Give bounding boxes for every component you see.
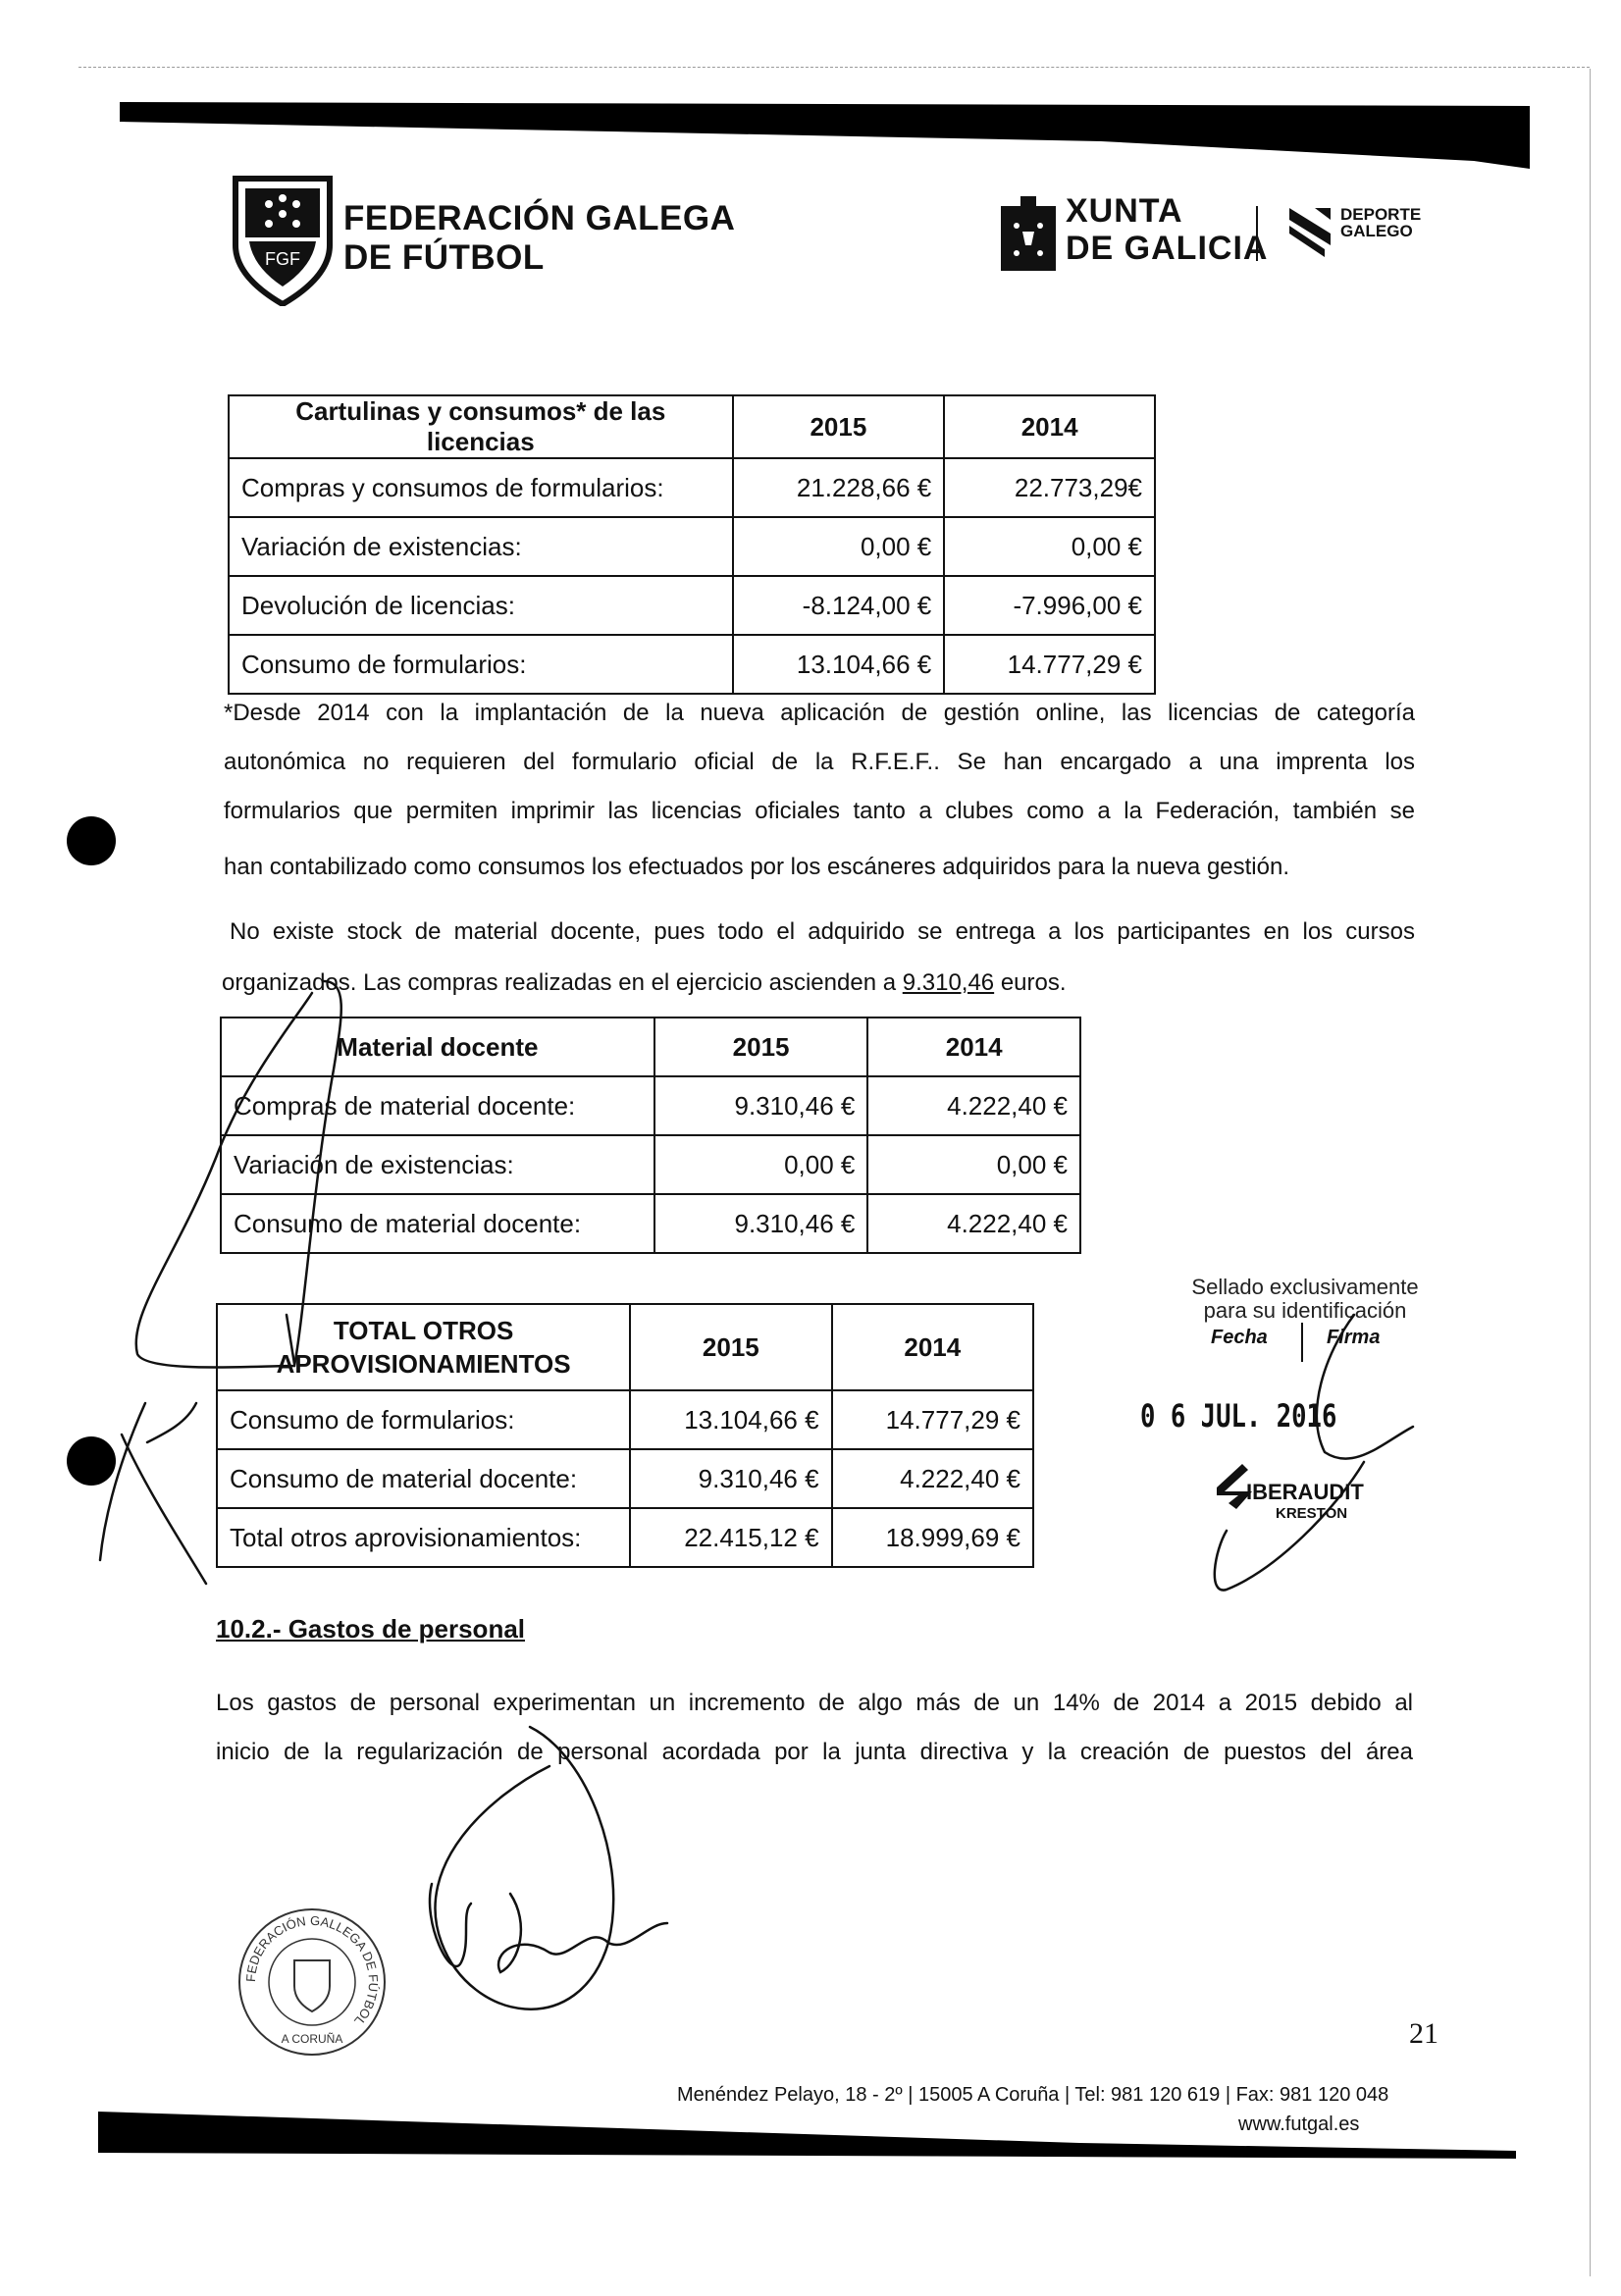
table-header-cell: Cartulinas y consumos* de las licencias	[229, 395, 733, 458]
page-number: 21	[1409, 2017, 1438, 2050]
audit-stamp-caption	[1168, 1276, 1442, 1323]
federation-seal	[234, 1904, 391, 2061]
xunta-line1: XUNTA	[1066, 192, 1183, 230]
table-row	[221, 1076, 1080, 1135]
org-name	[343, 199, 735, 278]
note-line: formularios que permiten imprimir las licencias oficiales tanto a clubes como a la Federación, también se	[224, 798, 1415, 824]
footer-band	[98, 2100, 1516, 2159]
licencias-table	[228, 394, 1156, 695]
material-line: No existe stock de material docente, pues todo el adquirido se entrega a los participantes en los cursos	[230, 918, 1415, 945]
material-line-suffix: euros.	[994, 969, 1067, 996]
header-line: APROVISIONAMIENTOS	[276, 1349, 571, 1379]
value-2015: 9.310,46 €	[654, 1076, 868, 1135]
punch-hole	[67, 816, 116, 865]
header-line: TOTAL OTROS	[333, 1316, 514, 1345]
total-otros-table	[216, 1303, 1034, 1568]
table-header-cell	[217, 1304, 630, 1390]
row-label: Compras y consumos de formularios:	[229, 458, 733, 517]
value-2015: 9.310,46 €	[654, 1194, 868, 1253]
auditor-sub: KRESTON	[1276, 1505, 1348, 1522]
punch-hole	[67, 1436, 116, 1486]
footer-website: www.futgal.es	[1238, 2113, 1360, 2135]
value-2015: 21.228,66 €	[733, 458, 945, 517]
value-2014: 4.222,40 €	[832, 1449, 1033, 1508]
table-header-row	[217, 1304, 1033, 1390]
stamp-date: 0 6 JUL. 2016	[1140, 1397, 1337, 1435]
stamp-line: Sellado exclusivamente	[1191, 1275, 1419, 1299]
deporte-galego-logo	[1285, 204, 1334, 259]
xunta-emblem-logo	[1001, 196, 1056, 271]
stamp-firma-label: Firma	[1327, 1327, 1381, 1348]
deporte-line1: DEPORTE	[1340, 205, 1422, 224]
value-2014: 14.777,29 €	[832, 1390, 1033, 1449]
table-header-cell: 2015	[630, 1304, 831, 1390]
value-2014: -7.996,00 €	[944, 576, 1155, 635]
material-amount: 9.310,46	[902, 969, 995, 996]
value-2014: 0,00 €	[867, 1135, 1080, 1194]
material-line-text: organizados. Las compras realizadas en el ejercicio ascienden a	[222, 969, 903, 996]
logo-divider	[1256, 206, 1258, 261]
stamp-divider	[1301, 1323, 1303, 1362]
stamp-fecha-label: Fecha	[1211, 1327, 1268, 1348]
row-label: Consumo de formularios:	[217, 1390, 630, 1449]
footer-address: Menéndez Pelayo, 18 - 2º | 15005 A Coruña | Tel: 981 120 619 | Fax: 981 120 048	[677, 2084, 1389, 2106]
note-line: autonómica no requieren del formulario oficial de la R.F.E.F.. Se han encargado a una imprenta los	[224, 749, 1415, 775]
deporte-line2: GALEGO	[1340, 222, 1413, 240]
table-header-cell: 2014	[944, 395, 1155, 458]
table-header-cell: Material docente	[221, 1018, 654, 1076]
table-row	[229, 576, 1155, 635]
seal-city: A CORUÑA	[281, 2032, 343, 2046]
stamp-line: para su identificación	[1203, 1298, 1407, 1323]
fgf-badge-text: FGF	[265, 249, 300, 269]
table-header-cell: 2015	[733, 395, 945, 458]
material-line	[222, 969, 1067, 997]
section-title: 10.2.- Gastos de personal	[216, 1614, 526, 1644]
value-2015: 0,00 €	[654, 1135, 868, 1194]
section-line: Los gastos de personal experimentan un incremento de algo más de un 14% de 2014 a 2015 debido al	[216, 1690, 1413, 1716]
table-header-cell: 2014	[832, 1304, 1033, 1390]
seal-text: FEDERACIÓN GALLEGA DE FÚTBOL	[242, 1912, 382, 2029]
section-line: inicio de la regularización de personal acordada por la junta directiva y la creación de puestos del área	[216, 1739, 1413, 1765]
value-2015: 22.415,12 €	[630, 1508, 831, 1567]
row-label: Consumo de formularios:	[229, 635, 733, 694]
table-row	[229, 635, 1155, 694]
material-docente-table	[220, 1017, 1081, 1254]
org-name-line1: FEDERACIÓN GALEGA	[343, 199, 736, 237]
table-row	[229, 517, 1155, 576]
value-2014: 14.777,29 €	[944, 635, 1155, 694]
table-row	[217, 1390, 1033, 1449]
value-2014: 4.222,40 €	[867, 1076, 1080, 1135]
row-label: Consumo de material docente:	[217, 1449, 630, 1508]
table-header-row	[229, 395, 1155, 458]
table-row	[221, 1135, 1080, 1194]
table-header-cell: 2015	[654, 1018, 868, 1076]
row-label: Devolución de licencias:	[229, 576, 733, 635]
fgf-shield-logo	[230, 169, 336, 306]
note-line: han contabilizado como consumos los efectuados por los escáneres adquiridos para la nueva gestión.	[224, 854, 1289, 880]
scan-edge-line	[78, 67, 1590, 68]
value-2015: 9.310,46 €	[630, 1449, 831, 1508]
value-2015: -8.124,00 €	[733, 576, 945, 635]
row-label: Variación de existencias:	[229, 517, 733, 576]
value-2014: 22.773,29€	[944, 458, 1155, 517]
table-row	[217, 1508, 1033, 1567]
value-2015: 13.104,66 €	[630, 1390, 831, 1449]
value-2014: 18.999,69 €	[832, 1508, 1033, 1567]
deporte-name	[1340, 206, 1421, 239]
auditor-name: IBERAUDIT	[1246, 1480, 1364, 1504]
note-line: *Desde 2014 con la implantación de la nueva aplicación de gestión online, las licencias de categoría	[224, 700, 1415, 726]
row-label: Consumo de material docente:	[221, 1194, 654, 1253]
table-header-cell: 2014	[867, 1018, 1080, 1076]
value-2015: 0,00 €	[733, 517, 945, 576]
xunta-name	[1066, 192, 1268, 267]
table-header-row	[221, 1018, 1080, 1076]
header-band	[120, 102, 1530, 169]
row-label: Compras de material docente:	[221, 1076, 654, 1135]
xunta-line2: DE GALICIA	[1066, 230, 1269, 267]
org-name-line2: DE FÚTBOL	[343, 238, 545, 277]
scan-edge-line-right	[1590, 69, 1591, 2276]
value-2014: 4.222,40 €	[867, 1194, 1080, 1253]
row-label: Variación de existencias:	[221, 1135, 654, 1194]
table-row	[221, 1194, 1080, 1253]
value-2015: 13.104,66 €	[733, 635, 945, 694]
value-2014: 0,00 €	[944, 517, 1155, 576]
table-row	[217, 1449, 1033, 1508]
row-label: Total otros aprovisionamientos:	[217, 1508, 630, 1567]
table-row	[229, 458, 1155, 517]
